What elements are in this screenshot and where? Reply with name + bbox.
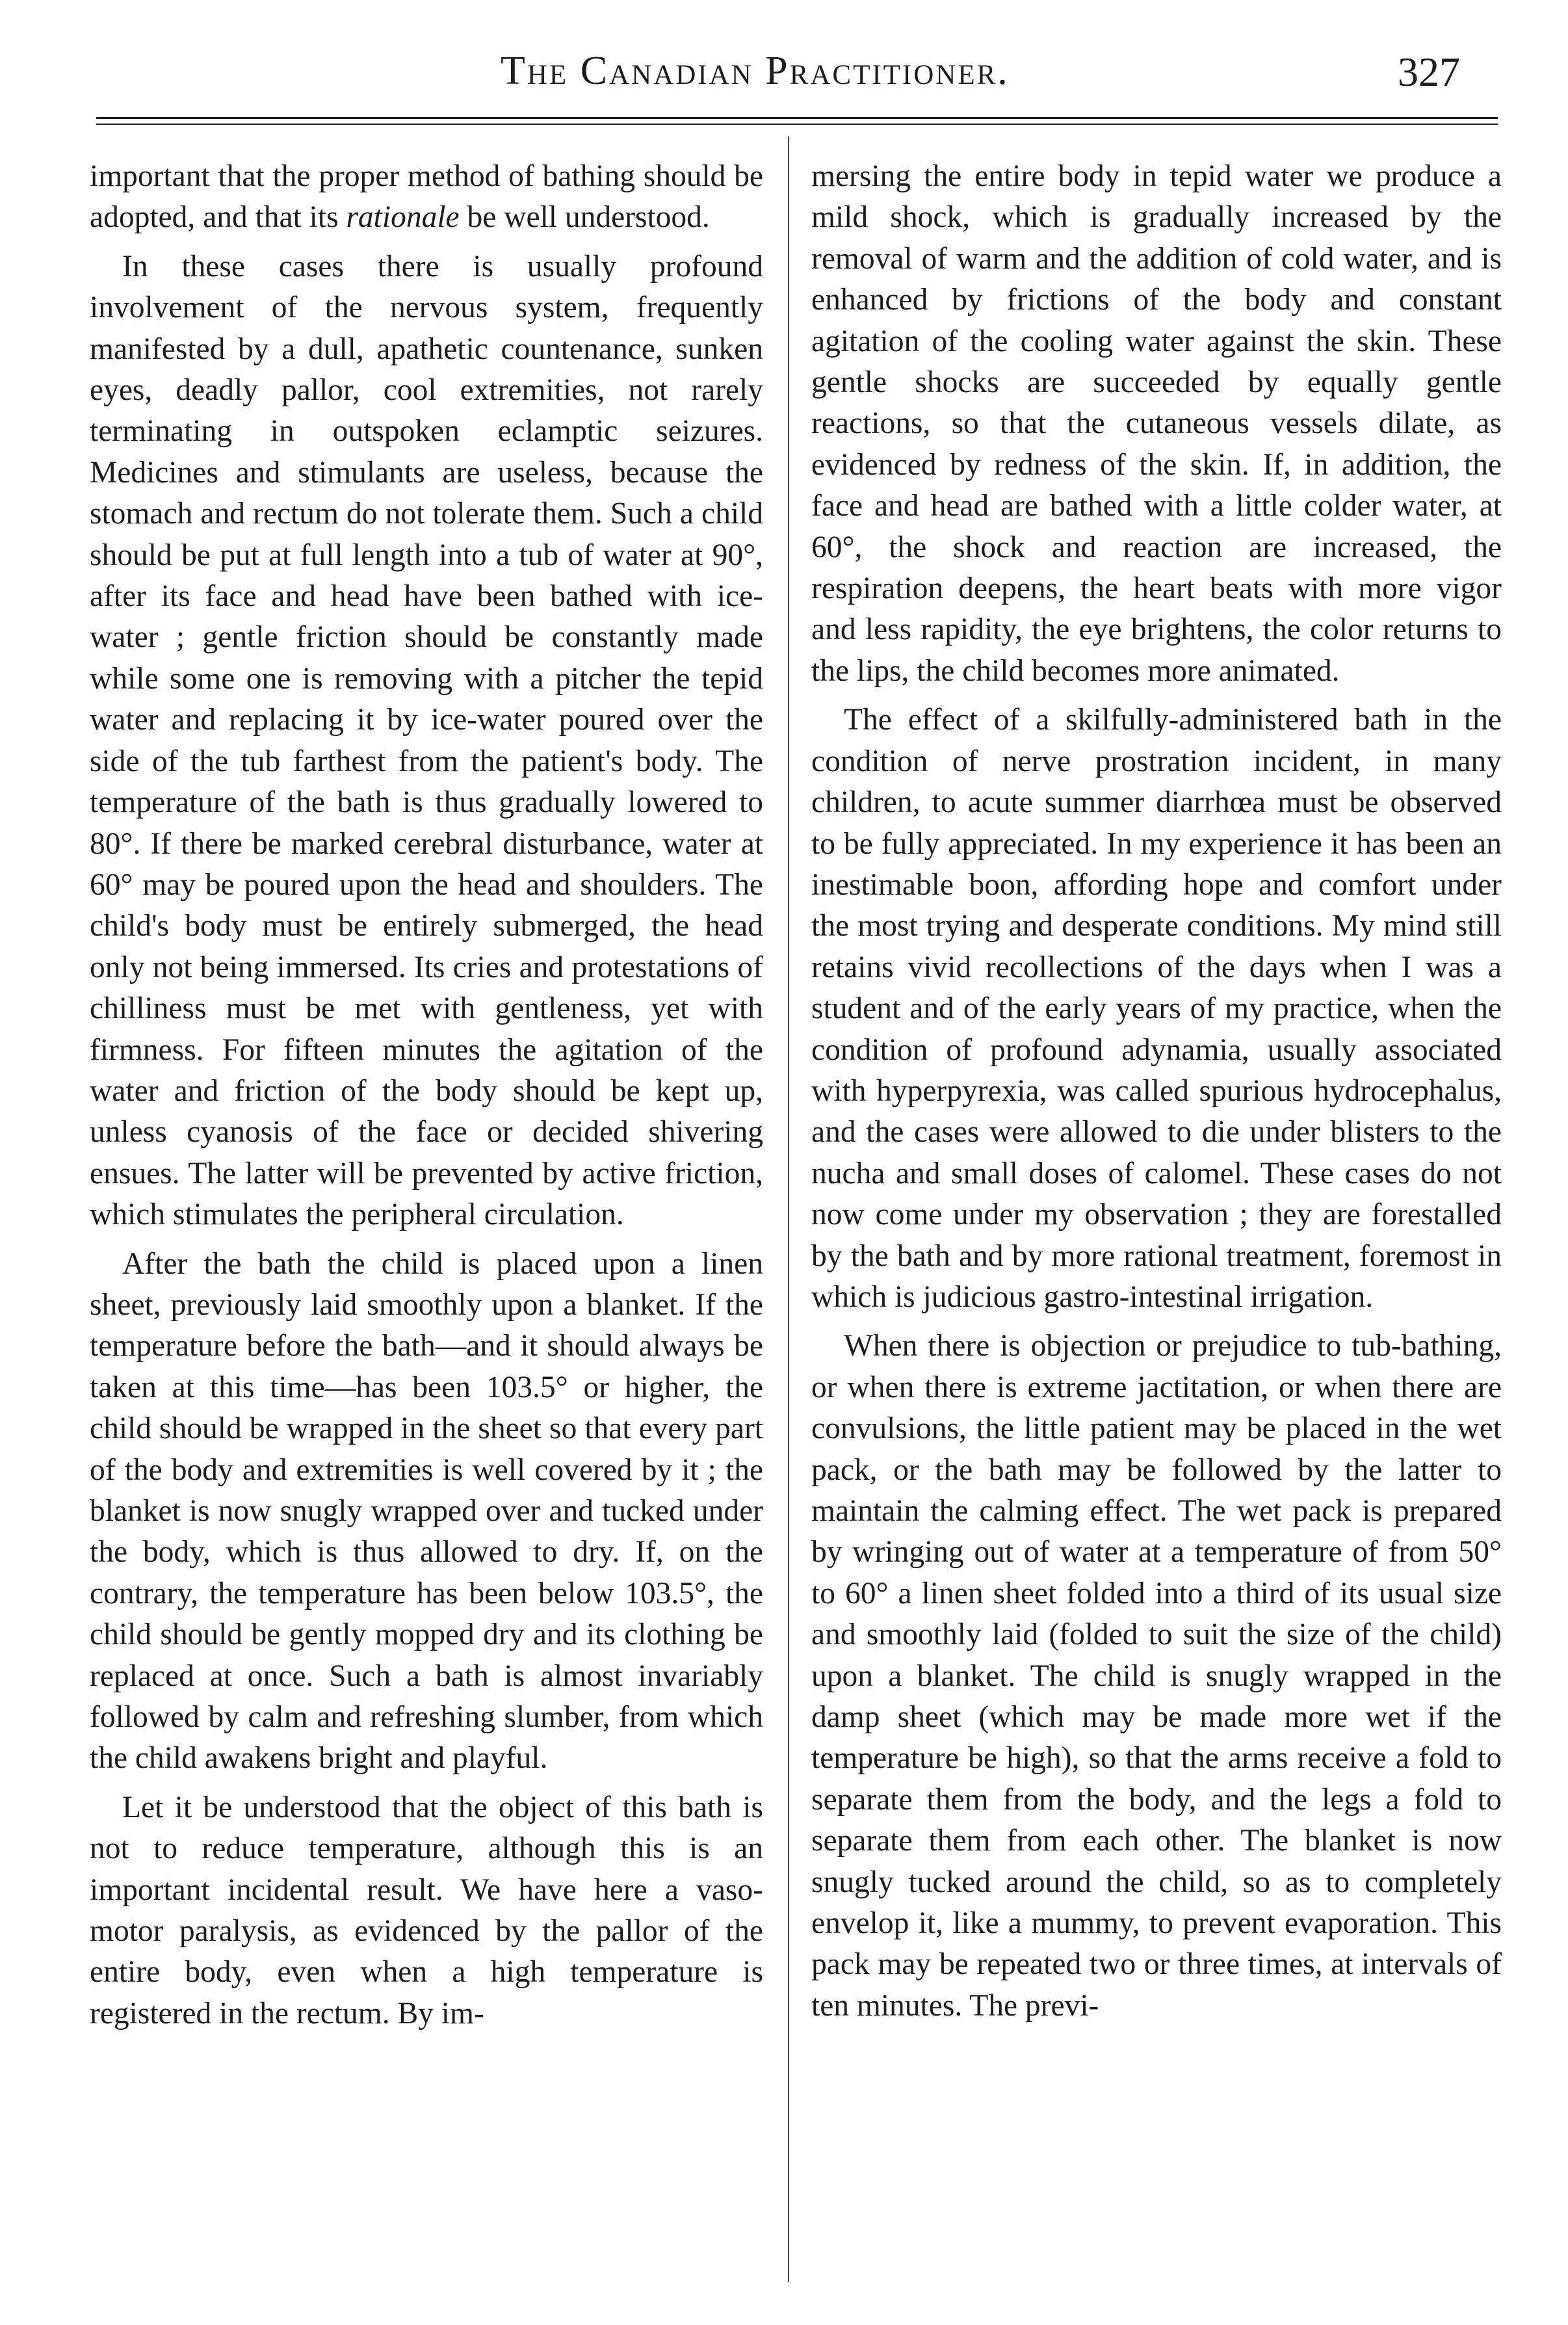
paragraph: When there is objection or prejudice to tub-bathing, or when there is extreme jactitation, or when there are convulsions, the little patient may be placed in the wet pack, or the bath may be followed by the latter to maintain the calming effect. The wet pack is prepared by wringing out of water at a temperature of from 50° to 60° a linen sheet folded into a third of its usual size and smoothly laid (folded to suit the size of the child) upon a blanket. The child is snugly wrapped in the damp sheet (which may be made more wet if the temperature be high), so that the arms receive a fold to separate them from the body, and the legs a fold to separate them from each other. The blanket is now snugly tucked around the child, so as to completely envelop it, like a mummy, to prevent evaporation. This pack may be repeated two or three times, at intervals of ten minutes. The previ- <box>811 1329 1502 2023</box>
left-column <box>90 156 763 2034</box>
paragraph: In these cases there is usually profound involvement of the nervous system, frequently manifested by a dull, apathetic countenance, sunken eyes, deadly pallor, cool extremities, not rarely terminating in outspoken eclamptic seizures. Medicines and stimulants are useless, because the stomach and rectum do not tolerate them. Such a child should be put at full length into a tub of water at 90°, after its face and head have been bathed with ice-water ; gentle friction should be constantly made while some one is removing with a pitcher the tepid water and replacing it by ice-water poured over the side of the tub farthest from the patient's body. The temperature of the bath is thus gradually lowered to 80°. If there be marked cerebral disturbance, water at 60° may be poured upon the head and shoulders. The child's body must be entirely submerged, the head only not being immersed. Its cries and protestations of chilliness must be met with gentleness, yet with firmness. For fifteen minutes the agitation of the water and friction of the body should be kept up, unless cyanosis of the face or decided shivering ensues. The latter will be prevented by active friction, which stimulates the peripheral circulation. <box>90 249 763 1232</box>
paragraph: The effect of a skilfully-administered bath in the condition of nerve prostration incident, in many children, to acute summer diarrhœa must be observed to be fully appreciated. In my experience it has been an inestimable boon, affording hope and comfort under the most trying and desperate conditions. My mind still retains vivid recollections of the days when I was a student and of the early years of my practice, when the condition of profound adynamia, usually associated with hyperpyrexia, was called spurious hydrocephalus, and the cases were allowed to die under blisters to the nucha and small doses of calomel. These cases do not now come under my observation ; they are forestalled by the bath and by more rational treatment, foremost in which is judicious gastro-intestinal irrigation. <box>811 703 1502 1314</box>
page-number: 327 <box>1398 49 1460 95</box>
paragraph: Let it be understood that the object of this bath is not to reduce temperature, although this is an important incidental result. We have here a vaso-motor paralysis, as evidenced by the pallor of the entire body, even when a high temperature is registered in the rectum. By im- <box>90 1790 763 2030</box>
column-divider <box>788 137 789 2282</box>
paragraph: After the bath the child is placed upon a linen sheet, previously laid smoothly upon a blanket. If the temperature before the bath—and it should always be taken at this time—has been 103.5° or higher, the child should be wrapped in the sheet so that every part of the body and extremities is well covered by it ; the blanket is now snugly wrapped over and tucked under the body, which is thus allowed to dry. If, on the contrary, the temperature has been below 103.5°, the child should be gently mopped dry and its clothing be replaced at once. Such a bath is almost invariably followed by calm and refreshing slumber, from which the child awakens bright and playful. <box>90 1246 763 1776</box>
page-header <box>0 43 1568 114</box>
header-rule-double <box>96 124 1498 125</box>
header-rule <box>96 117 1498 119</box>
paragraph: mersing the entire body in tepid water we produce a mild shock, which is gradually increased by the removal of warm and the addition of cold water, and is enhanced by frictions of the body and constant agitation of the cooling water against the skin. These gentle shocks are succeeded by equally gentle reactions, so that the cutaneous vessels dilate, as evidenced by redness of the skin. If, in addition, the face and head are bathed with a little colder water, at 60°, the shock and reaction are increased, the respiration deepens, the heart beats with more vigor and less rapidity, the eye brightens, the color returns to the lips, the child becomes more animated. <box>811 159 1502 688</box>
emphasis-rationale: rationale <box>346 200 460 235</box>
right-column <box>811 156 1502 2027</box>
running-title: The Canadian Practitioner. <box>501 49 1010 93</box>
paragraph: important that the proper method of bathing should be adopted, and that its rationale be well understood. <box>90 159 763 235</box>
